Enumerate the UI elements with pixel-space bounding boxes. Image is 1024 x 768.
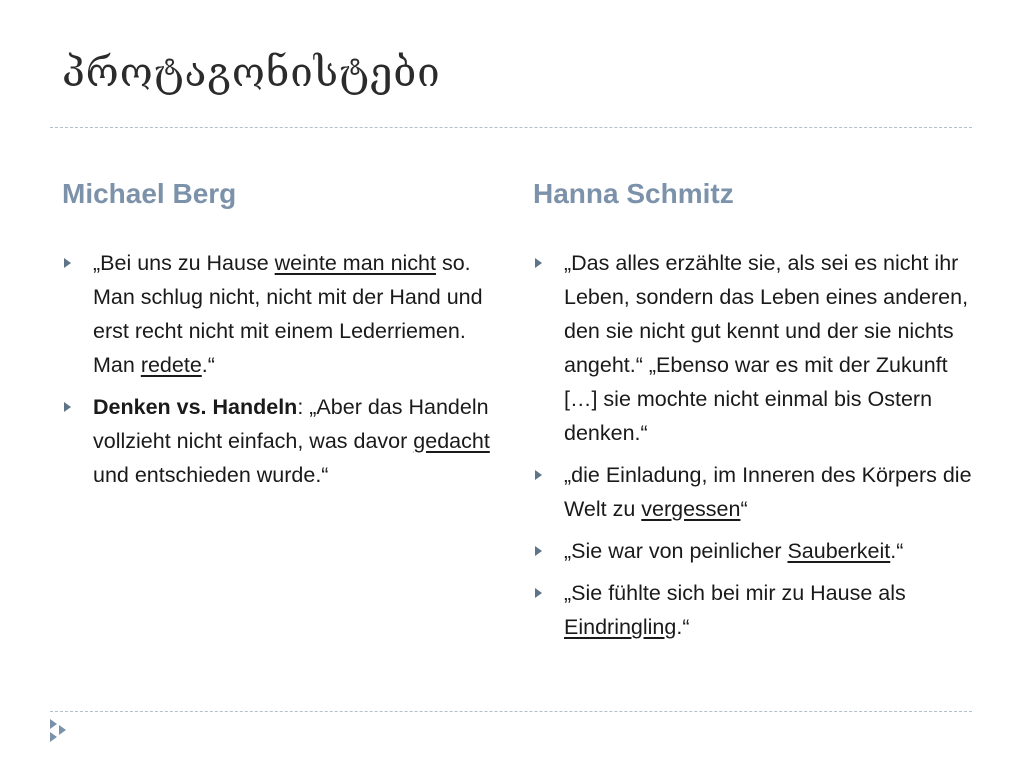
bullet-item [533, 246, 973, 450]
bullet-text: .“ [890, 539, 904, 563]
underlined-phrase: vergessen [641, 497, 741, 521]
triangle-bullet-icon [535, 546, 542, 556]
bullet-item [62, 390, 502, 492]
underlined-phrase: weinte man nicht [274, 251, 436, 275]
underlined-phrase: Eindringling [564, 615, 677, 639]
bullet-text: “ [740, 497, 748, 521]
bullet-text: .“ [676, 615, 690, 639]
triangle-bullet-icon [535, 588, 542, 598]
slide-title: პროტაგონისტები [62, 50, 441, 96]
bullet-text: : „Aber das Handeln vollzieht nicht einfach, was davor [93, 395, 489, 453]
slide-marker-icon [48, 716, 70, 746]
bullet-text: „Bei uns zu Hause [93, 251, 275, 275]
bullet-text: so. Man schlug nicht, nicht mit der Hand und erst recht nicht mit einem Lederriemen. Man [93, 251, 483, 377]
underlined-phrase: Sauberkeit [787, 539, 891, 563]
bullet-item [533, 534, 973, 568]
underlined-phrase: redete [140, 353, 202, 377]
bullet-text: „Sie fühlte sich bei mir zu Hause als [564, 581, 906, 605]
bullet-text: und entschieden wurde.“ [93, 463, 329, 487]
bullet-item [533, 576, 973, 644]
triangle-bullet-icon [535, 258, 542, 268]
bullet-text: „Sie war von peinlicher [564, 539, 788, 563]
column-hanna [533, 246, 973, 652]
footer-divider [50, 711, 972, 712]
underlined-phrase: gedacht [413, 429, 490, 453]
column-michael [62, 246, 502, 500]
triangle-bullet-icon [64, 258, 71, 268]
bullet-text: .“ [201, 353, 215, 377]
bullet-text: „die Einladung, im Inneren des Körpers die Welt zu [564, 463, 972, 521]
column-heading-michael: Michael Berg [62, 178, 237, 209]
column-heading-hanna: Hanna Schmitz [533, 178, 734, 209]
bullet-item [533, 458, 973, 526]
triangle-bullet-icon [64, 402, 71, 412]
title-divider [50, 127, 972, 128]
bullet-text: „Das alles erzählte sie, als sei es nicht ihr Leben, sondern das Leben eines anderen, den sie nicht gut kennt und der sie nichts angeht.“ „Ebenso war es mit der Zukunft […] sie mochte nicht einmal bis Ostern denken.“ [564, 251, 969, 445]
bullet-item [62, 246, 502, 382]
triangle-bullet-icon [535, 470, 542, 480]
bold-phrase: Denken vs. Handeln [93, 395, 298, 419]
